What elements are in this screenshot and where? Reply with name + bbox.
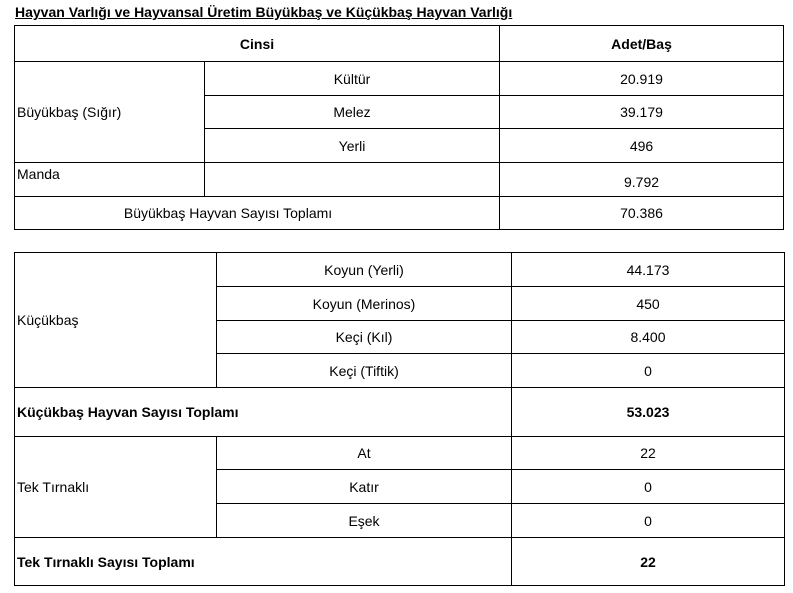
total-value: 22 — [512, 538, 785, 586]
table-row — [15, 62, 784, 96]
row-value: 450 — [512, 287, 785, 321]
header-adet-bas: Adet/Baş — [500, 26, 784, 62]
row-value: 39.179 — [500, 96, 784, 129]
total-row — [15, 538, 785, 586]
header-cinsi: Cinsi — [15, 26, 500, 62]
group-label-kucukbas: Küçükbaş — [15, 253, 217, 388]
total-row — [15, 197, 784, 230]
row-name: Keçi (Kıl) — [217, 321, 512, 354]
row-name: Koyun (Merinos) — [217, 287, 512, 321]
table-row — [15, 163, 784, 197]
group-label-buyukbas: Büyükbaş (Sığır) — [15, 62, 205, 163]
manda-label: Manda — [15, 163, 205, 197]
total-label: Tek Tırnaklı Sayısı Toplamı — [15, 538, 512, 586]
row-name: Yerli — [205, 129, 500, 163]
total-row — [15, 388, 785, 437]
row-name: Eşek — [217, 504, 512, 538]
group-label-tek-tirnakli: Tek Tırnaklı — [15, 437, 217, 538]
row-value: 20.919 — [500, 62, 784, 96]
total-label — [15, 197, 500, 230]
page-title: Hayvan Varlığı ve Hayvansal Üretim Büyükbaş ve Küçükbaş Hayvan Varlığı — [15, 4, 513, 20]
manda-value: 9.792 — [500, 163, 784, 197]
row-value: 0 — [512, 354, 785, 388]
empty-cell — [205, 163, 500, 197]
total-label: Küçükbaş Hayvan Sayısı Toplamı — [15, 388, 512, 437]
buyukbas-table — [14, 25, 784, 230]
row-value: 0 — [512, 470, 785, 504]
row-value: 496 — [500, 129, 784, 163]
row-name: Koyun (Yerli) — [217, 253, 512, 287]
table-header-row — [15, 26, 784, 62]
row-value: 44.173 — [512, 253, 785, 287]
table-row — [15, 437, 785, 470]
row-name: Kültür — [205, 62, 500, 96]
row-name: Melez — [205, 96, 500, 129]
total-value: 70.386 — [500, 197, 784, 230]
row-name: Katır — [217, 470, 512, 504]
kucukbas-table — [14, 252, 785, 586]
row-name: At — [217, 437, 512, 470]
row-value: 22 — [512, 437, 785, 470]
total-value: 53.023 — [512, 388, 785, 437]
total-label-text: Büyükbaş Hayvan Sayısı Toplamı — [123, 205, 333, 221]
row-value: 8.400 — [512, 321, 785, 354]
row-name: Keçi (Tiftik) — [217, 354, 512, 388]
row-value: 0 — [512, 504, 785, 538]
table-row — [15, 253, 785, 287]
